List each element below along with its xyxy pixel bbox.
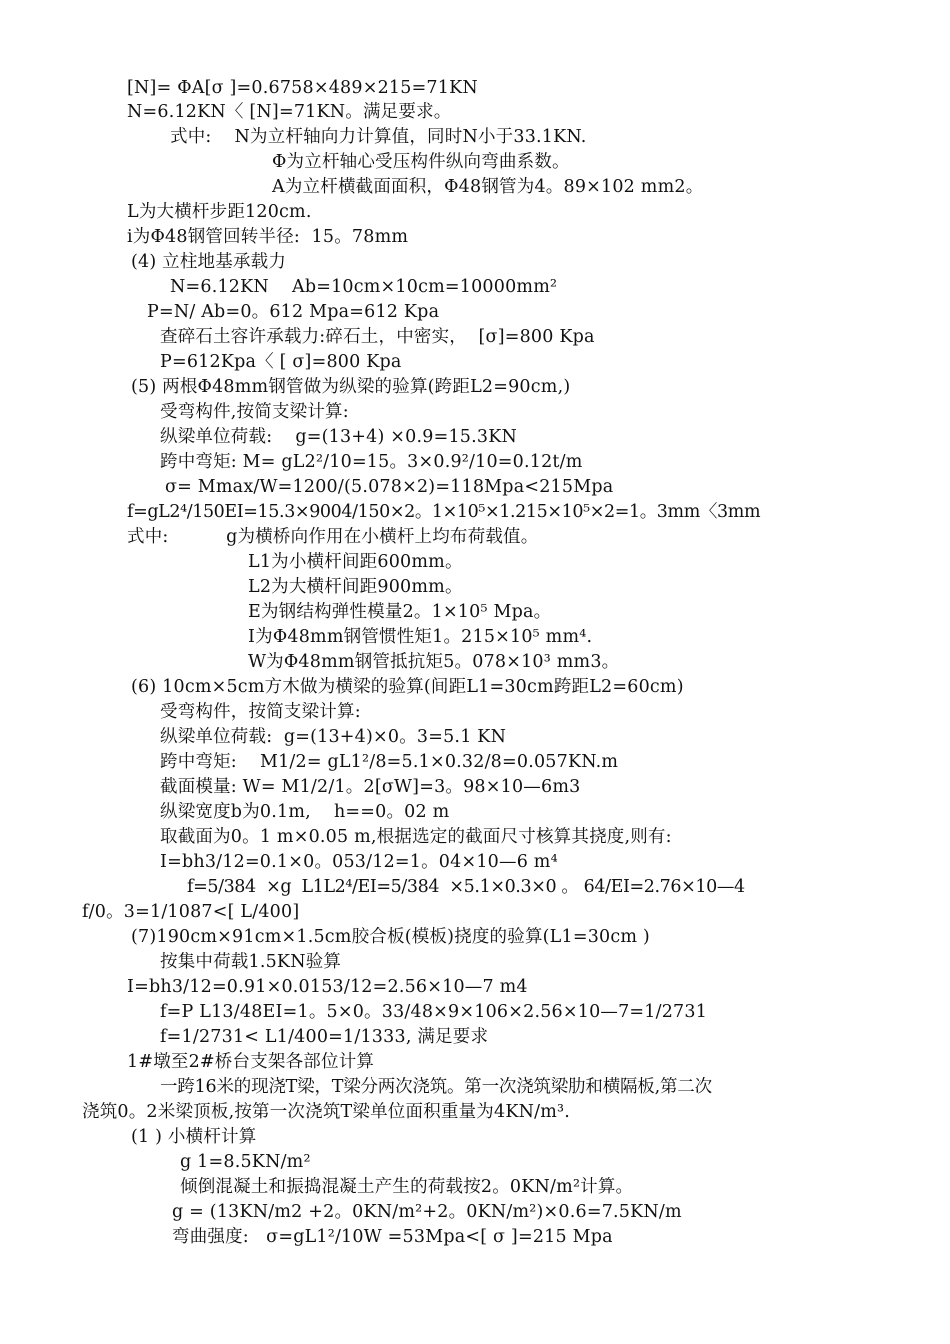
text-line: 1#墩至2#桥台支架各部位计算 [127, 1052, 375, 1072]
text-line: I=bh3/12=0.1×0。053/12=1。04×10—6 m⁴ [160, 852, 558, 872]
text-line: 跨中弯矩: M1/2= gL1²/8=5.1×0.32/8=0.057KN.m [160, 752, 619, 772]
text-line: g = (13KN/m2 +2。0KN/m²+2。0KN/m²)×0.6=7.5KN/m [172, 1202, 682, 1222]
text-line: L为大横杆步距120cm. [127, 202, 312, 222]
text-line: (6) 10cm×5cm方木做为横梁的验算(间距L1=30cm跨距L2=60cm) [131, 677, 684, 697]
text-line: 跨中弯矩: M= gL2²/10=15。3×0.9²/10=0.12t/m [160, 452, 583, 472]
text-line: (7)190cm×91cm×1.5cm胶合板(模板)挠度的验算(L1=30cm ) [131, 927, 650, 947]
text-line: 查碎石土容许承载力:碎石土，中密实， [σ]=800 Kpa [160, 327, 595, 347]
text-line: 倾倒混凝土和振捣混凝土产生的荷载按2。0KN/m²计算。 [180, 1177, 634, 1197]
text-line: 受弯构件，按简支梁计算: [160, 702, 361, 722]
text-line: (1 ) 小横杆计算 [131, 1127, 257, 1147]
text-line: E为钢结构弹性模量2。1×10⁵ Mpa。 [248, 602, 552, 622]
text-line: 浇筑0。2米梁顶板,按第一次浇筑T梁单位面积重量为4KN/m³. [82, 1102, 570, 1122]
text-line: P=612Kpa〈 [ σ]=800 Kpa [160, 352, 402, 372]
text-line: N=6.12KN〈 [N]=71KN。满足要求。 [127, 102, 452, 122]
text-line: [N]= ΦA[σ ]=0.6758×489×215=71KN [127, 78, 478, 98]
text-line: Φ为立杆轴心受压构件纵向弯曲系数。 [272, 152, 570, 172]
text-line: 弯曲强度: σ=gL1²/10W =53Mpa<[ σ ]=215 Mpa [172, 1227, 613, 1247]
text-line: I=bh3/12=0.91×0.0153/12=2.56×10—7 m4 [127, 977, 528, 997]
text-line: 受弯构件,按简支梁计算: [160, 402, 349, 422]
text-line: 纵梁单位荷载: g=(13+4)×0。3=5.1 KN [160, 727, 507, 747]
text-line: f=1/2731< L1/400=1/1333, 满足要求 [160, 1027, 489, 1047]
text-line: 式中: g为横桥向作用在小横杆上均布荷载值。 [127, 527, 539, 547]
text-line: P=N/ Ab=0。612 Mpa=612 Kpa [147, 302, 440, 322]
text-line: 一跨16米的现浇T梁，T梁分两次浇筑。第一次浇筑梁肋和横隔板,第二次 [160, 1077, 712, 1097]
text-line: 按集中荷载1.5KN验算 [160, 952, 342, 972]
text-line: f=5/384 ×g L1L2⁴/EI=5/384 ×5.1×0.3×0 。 64/EI=2.76×10—4 [187, 877, 745, 897]
text-line: I为Φ48mm钢管惯性矩1。215×10⁵ mm⁴. [248, 627, 593, 647]
text-line: (4) 立柱地基承载力 [131, 252, 287, 272]
text-line: g 1=8.5KN/m² [180, 1152, 311, 1172]
text-line: i为Φ48钢管回转半径: 15。78mm [127, 227, 409, 247]
text-line: A为立杆横截面面积，Φ48钢管为4。89×102 mm2。 [272, 177, 704, 197]
text-line: f/0。3=1/1087<[ L/400] [82, 902, 300, 922]
text-line: 取截面为0。1 m×0.05 m,根据选定的截面尺寸核算其挠度,则有: [160, 827, 672, 847]
text-line: σ= Mmax/W=1200/(5.078×2)=118Mpa<215Mpa [165, 477, 614, 497]
text-line: N=6.12KN Ab=10cm×10cm=10000mm² [170, 277, 558, 297]
text-line: (5) 两根Φ48mm钢管做为纵梁的验算(跨距L2=90cm,) [131, 377, 571, 397]
text-line: 纵梁宽度b为0.1m, h==0。02 m [160, 802, 450, 822]
text-line: W为Φ48mm钢管抵抗矩5。078×10³ mm3。 [248, 652, 620, 672]
text-line: L2为大横杆间距900mm。 [248, 577, 463, 597]
text-line: 式中: N为立杆轴向力计算值，同时N小于33.1KN. [170, 127, 587, 147]
text-line: L1为小横杆间距600mm。 [248, 552, 463, 572]
text-line: f=gL2⁴/150EI=15.3×9004/150×2。1×10⁵×1.215×10⁵×2=1。3mm〈3mm [127, 502, 761, 522]
text-line: 截面模量: W= M1/2/1。2[σW]=3。98×10—6m3 [160, 777, 581, 797]
text-line: f=P L13/48EI=1。5×0。33/48×9×106×2.56×10—7=1/2731 [160, 1002, 708, 1022]
text-line: 纵梁单位荷载: g=(13+4) ×0.9=15.3KN [160, 427, 518, 447]
